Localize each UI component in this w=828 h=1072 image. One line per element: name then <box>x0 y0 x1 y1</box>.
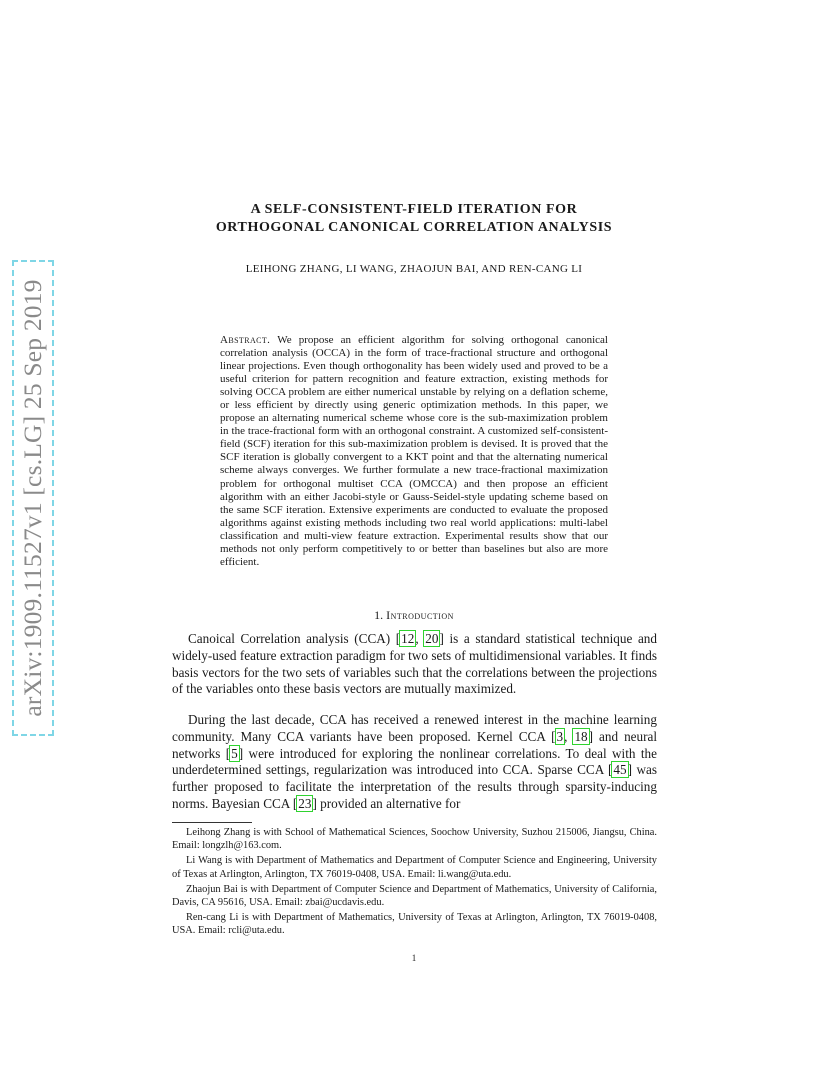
title-line-1: A SELF-CONSISTENT-FIELD ITERATION FOR <box>250 202 578 217</box>
arxiv-identifier: arXiv:1909.11527v1 [cs.LG] 25 Sep 2019 <box>18 279 47 717</box>
title-line-2: ORTHOGONAL CANONICAL CORRELATION ANALYSIS <box>215 220 613 235</box>
citation-link[interactable]: 23 <box>298 795 312 811</box>
abstract-text: We propose an efficient algorithm for solving orthogonal canonical correlation analysis (OCCA) in the form of trace-fractional structure and orthogonal linear projections. Even though orthogonality has been widely used and proved to be a useful criterion for pattern recognition and feature extraction, existing methods for solving OCCA problem are either numerical unstable by relying on a deflation scheme, or less efficient by directly using generic optimization methods. In this paper, we propose an alternating numerical scheme whose core is the sub-maximization problem in the trace-fractional form with an orthogonal constraint. A customized self-consistent-field (SCF) iteration for this sub-maximization problem is devised. It is proved that the SCF iteration is globally convergent to a KKT point and that the alternating numerical scheme always converges. We further formulate a new trace-fractional maximization problem for orthogonal multiset CCA (OMCCA) and then propose an efficient algorithm with an either Jacobi-style or Gauss-Seidel-style updating scheme based on the same SCF iteration. Extensive experiments are conducted to evaluate the proposed algorithms against existing methods including two real world applications: multi-label classification and multi-view feature extraction. Experimental results show that our methods not only perform competitively to or better than baselines but also are more efficient. <box>220 334 608 568</box>
text-run: ] provided an alternative for <box>312 795 461 811</box>
text-run: ] is a standard statistical technique and widely-used feature extraction paradigm for two sets of multidimensional variables. It finds basis vectors for the two sets of variables such that the correlations between the projections of the variables onto these basis vectors are mutually maximized. <box>172 631 657 697</box>
footnote-li: Ren-cang Li is with Department of Mathematics, University of Texas at Arlington, Arlington, TX 76019-0408, USA. Email: rcli@uta.edu. <box>172 912 657 937</box>
intro-paragraph-2 <box>172 712 657 813</box>
citation-link[interactable]: 18 <box>574 728 588 744</box>
footnote-bai: Zhaojun Bai is with Department of Computer Science and Department of Mathematics, University of California, Davis, CA 95616, USA. Email: zbai@ucdavis.edu. <box>172 883 657 909</box>
citation-link[interactable]: 45 <box>613 762 627 778</box>
abstract <box>220 334 608 569</box>
paper-title <box>150 201 678 237</box>
citation-link[interactable]: 12 <box>401 631 415 646</box>
section-title: Introduction <box>386 608 454 622</box>
footnote-zhang: Leihong Zhang is with School of Mathematical Sciences, Soochow University, Suzhou 215006, Jiangsu, China. Email: longzlh@163.com. <box>172 827 657 852</box>
section-number: 1. <box>374 608 384 622</box>
author-list: LEIHONG ZHANG, LI WANG, ZHAOJUN BAI, AND REN-CANG LI <box>245 263 583 275</box>
intro-paragraph-1 <box>172 631 657 698</box>
footnotes <box>172 826 657 940</box>
page-number: 1 <box>411 953 417 963</box>
text-run: Canoical Correlation analysis (CCA) [ <box>188 631 401 646</box>
abstract-label: Abstract. <box>220 334 271 346</box>
footnote-divider <box>172 822 252 823</box>
text-run: ] was further proposed to facilitate the interpretation of the results through sparsity-inducing norms. Bayesian CCA [ <box>172 762 657 811</box>
citation-link[interactable]: 5 <box>231 745 238 761</box>
text-run: During the last decade, CCA has received a renewed interest in the machine learning community. Many CCA variants have been proposed. Kernel CCA [ <box>172 712 657 744</box>
section-heading <box>150 608 678 623</box>
footnote-wang: Li Wang is with Department of Mathematics and Department of Computer Science and Engineering, University of Texas at Arlington, Arlington, TX 76019-0408, USA. Email: li.wang@uta.edu. <box>172 855 657 880</box>
arxiv-stamp <box>10 258 56 738</box>
citation-link[interactable]: 20 <box>425 631 439 646</box>
citation-link[interactable]: 3 <box>556 728 564 744</box>
text-run: , <box>415 631 425 646</box>
text-run: ] were introduced for exploring the nonlinear correlations. To deal with the underdetermined settings, regularization was introduced into CCA. Sparse CCA [ <box>172 745 657 778</box>
text-run: ] and neural networks [ <box>172 728 658 761</box>
text-run: , <box>564 728 574 744</box>
